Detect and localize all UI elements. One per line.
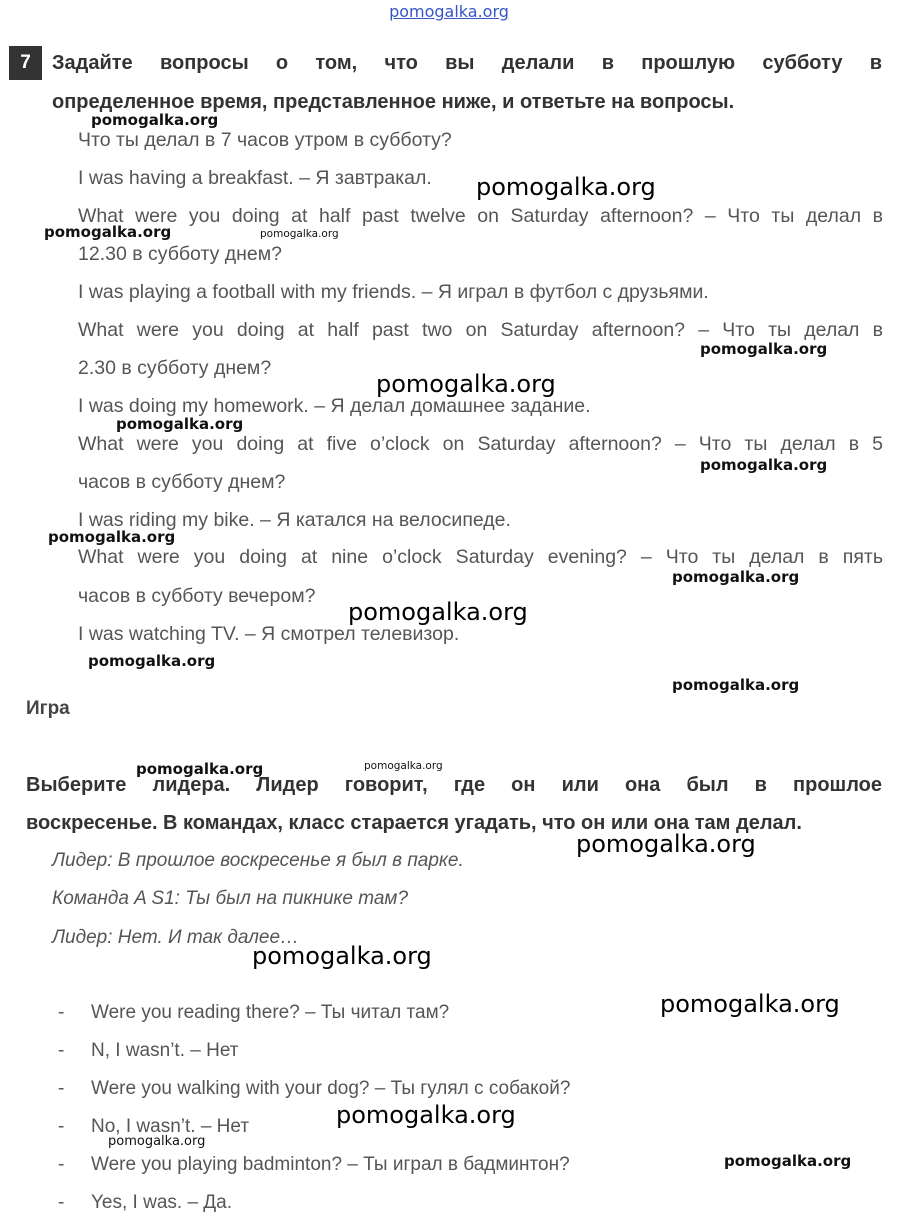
exercise-line: What were you doing at half past two on Saturday afternoon? – Что ты делал в bbox=[78, 319, 883, 341]
header-watermark[interactable]: pomogalka.org bbox=[389, 2, 509, 21]
list-item: Were you reading there? – Ты читал там? bbox=[91, 1002, 450, 1023]
exercise-line: I was playing a football with my friends. – Я играл в футбол с друзьями. bbox=[78, 281, 709, 303]
exercise-line: 2.30 в субботу днем? bbox=[78, 357, 272, 379]
dialog-line: Лидер: Нет. И так далее… bbox=[52, 927, 300, 948]
exercise-line: What were you doing at five o’clock on Saturday afternoon? – Что ты делал в 5 bbox=[78, 433, 883, 455]
watermark: pomogalka.org bbox=[724, 1152, 852, 1170]
exercise-line: часов в субботу днем? bbox=[78, 471, 286, 493]
exercise-instruction-line2: определенное время, представленное ниже, и ответьте на вопросы. bbox=[52, 91, 735, 113]
watermark: pomogalka.org bbox=[336, 1101, 516, 1129]
watermark: pomogalka.org bbox=[476, 173, 656, 201]
watermark: pomogalka.org bbox=[576, 830, 756, 858]
list-item: Yes, I was. – Да. bbox=[91, 1192, 233, 1213]
list-item: Were you walking with your dog? – Ты гулял с собакой? bbox=[91, 1078, 571, 1099]
watermark: pomogalka.org bbox=[108, 1134, 206, 1149]
list-bullet-dash: - bbox=[58, 1078, 65, 1099]
watermark: pomogalka.org bbox=[260, 228, 339, 240]
game-instruction-line1: Выберите лидера. Лидер говорит, где он или она был в прошлое bbox=[26, 774, 882, 796]
exercise-line: What were you doing at nine o’clock Saturday evening? – Что ты делал в пять bbox=[78, 546, 883, 568]
game-instruction-line2: воскресенье. В командах, класс старается угадать, что он или она там делал. bbox=[26, 812, 802, 834]
watermark: pomogalka.org bbox=[48, 528, 176, 546]
exercise-line: Что ты делал в 7 часов утром в субботу? bbox=[78, 129, 452, 151]
list-bullet-dash: - bbox=[58, 1040, 65, 1061]
exercise-instruction-line1: Задайте вопросы о том, что вы делали в прошлую субботу в bbox=[52, 52, 882, 74]
dialog-line: Лидер: В прошлое воскресенье я был в парке. bbox=[52, 850, 464, 871]
game-title: Игра bbox=[26, 698, 70, 719]
list-bullet-dash: - bbox=[58, 1002, 65, 1023]
list-bullet-dash: - bbox=[58, 1192, 65, 1213]
watermark: pomogalka.org bbox=[660, 990, 840, 1018]
list-bullet-dash: - bbox=[58, 1116, 65, 1137]
exercise-line: часов в субботу вечером? bbox=[78, 585, 316, 607]
list-item: No, I wasn’t. – Нет bbox=[91, 1116, 250, 1137]
exercise-line: I was riding my bike. – Я катался на велосипеде. bbox=[78, 509, 511, 531]
list-item: N, I wasn’t. – Нет bbox=[91, 1040, 239, 1061]
exercise-line: I was having a breakfast. – Я завтракал. bbox=[78, 167, 432, 189]
list-item: Were you playing badminton? – Ты играл в бадминтон? bbox=[91, 1154, 570, 1175]
exercise-line: What were you doing at half past twelve on Saturday afternoon? – Что ты делал в bbox=[78, 205, 883, 227]
exercise-line: 12.30 в субботу днем? bbox=[78, 243, 283, 265]
exercise-number-badge: 7 bbox=[9, 46, 42, 80]
dialog-line: Команда A S1: Ты был на пикнике там? bbox=[52, 888, 409, 909]
exercise-line: I was doing my homework. – Я делал домашнее задание. bbox=[78, 395, 591, 417]
watermark: pomogalka.org bbox=[88, 652, 216, 670]
watermark: pomogalka.org bbox=[364, 760, 443, 772]
watermark: pomogalka.org bbox=[136, 760, 264, 778]
watermark: pomogalka.org bbox=[44, 223, 172, 241]
watermark: pomogalka.org bbox=[700, 340, 828, 358]
watermark: pomogalka.org bbox=[252, 942, 432, 970]
watermark: pomogalka.org bbox=[700, 456, 828, 474]
watermark: pomogalka.org bbox=[348, 598, 528, 626]
exercise-line: I was watching TV. – Я смотрел телевизор. bbox=[78, 623, 460, 645]
watermark: pomogalka.org bbox=[376, 370, 556, 398]
watermark: pomogalka.org bbox=[672, 568, 800, 586]
watermark: pomogalka.org bbox=[672, 676, 800, 694]
watermark: pomogalka.org bbox=[116, 415, 244, 433]
list-bullet-dash: - bbox=[58, 1154, 65, 1175]
watermark: pomogalka.org bbox=[91, 111, 219, 129]
